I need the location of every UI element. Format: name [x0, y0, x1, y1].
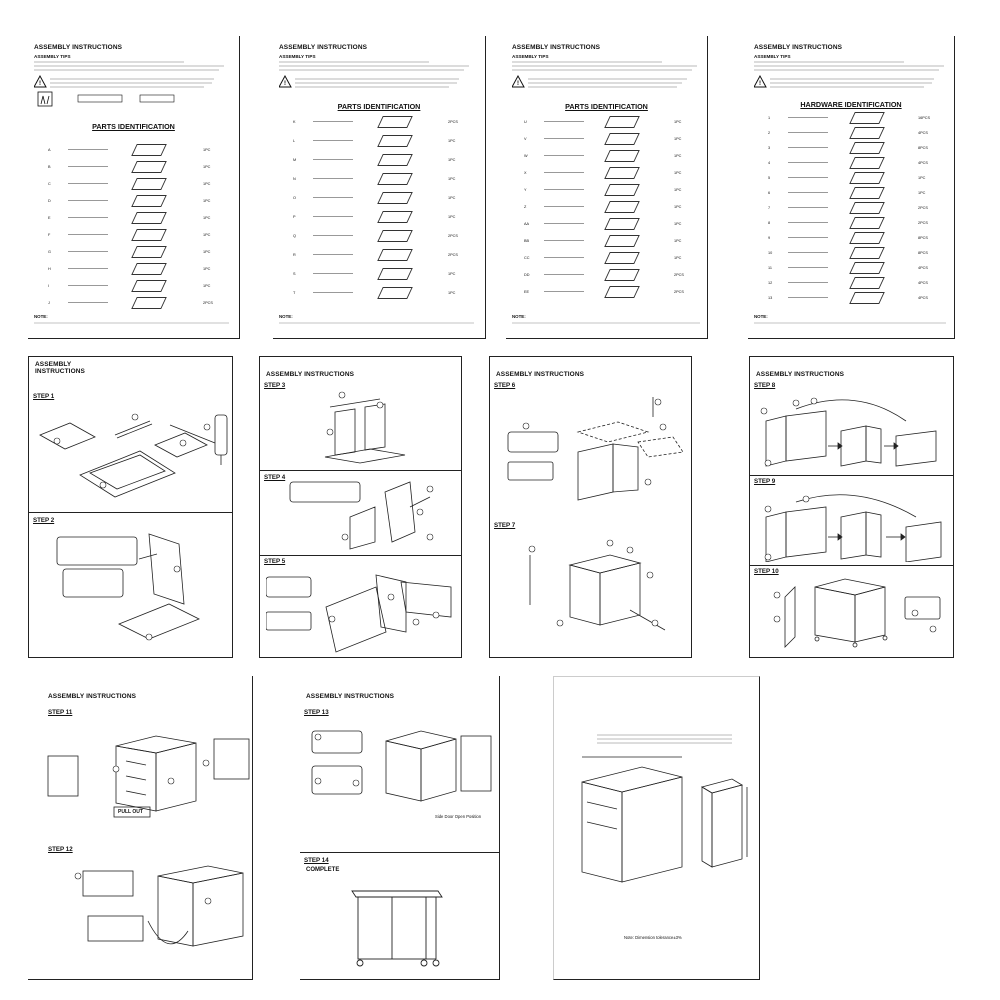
page-parts-3 [506, 36, 708, 339]
part-drawing [377, 230, 413, 242]
part-id: W [524, 154, 528, 158]
part-name-line [544, 291, 584, 295]
part-drawing [131, 195, 167, 207]
page-parts-1 [28, 36, 240, 339]
part-id: J [48, 301, 50, 305]
part-qty: 4PCS [918, 281, 928, 285]
note-label: NOTE: [754, 314, 768, 319]
page-dimensions [553, 676, 760, 980]
page-steps-6-7 [489, 356, 692, 658]
part-qty: 2PCS [448, 234, 458, 238]
page-steps-1-2 [28, 356, 233, 658]
parts-header: PARTS IDENTIFICATION [92, 122, 175, 131]
part-id: 8 [768, 221, 771, 225]
part-qty: 1PC [918, 191, 926, 195]
tips-title: ASSEMBLY TIPS [512, 54, 549, 59]
step-14-label: STEP 14 [304, 857, 329, 864]
step-4-drawing [280, 477, 460, 552]
svg-text:!: ! [39, 81, 41, 87]
step-1-drawing [35, 405, 230, 505]
part-drawing [849, 292, 885, 304]
part-id: N [293, 177, 296, 181]
part-drawing [604, 252, 640, 264]
page-steps-13-14 [300, 676, 500, 980]
part-qty: 1PC [674, 256, 682, 260]
step-10-drawing [765, 577, 950, 655]
part-qty: 8PCS [918, 251, 928, 255]
step-8-drawing [756, 391, 951, 471]
part-qty: 1PC [448, 158, 456, 162]
part-id: M [293, 158, 297, 162]
part-qty: 1PC [203, 182, 211, 186]
page-title: ASSEMBLY INSTRUCTIONS [34, 44, 123, 51]
dimension-drawing [562, 727, 757, 937]
part-drawing [849, 232, 885, 244]
step-1-label: STEP 1 [33, 393, 55, 400]
part-qty: 4PCS [918, 131, 928, 135]
part-drawing [377, 192, 413, 204]
divider [29, 512, 232, 513]
step-6-label: STEP 6 [494, 382, 516, 389]
part-id: 4 [768, 161, 771, 165]
part-drawing [604, 133, 640, 145]
part-name-line [788, 162, 828, 166]
part-qty: 1PC [674, 120, 682, 124]
part-id: 6 [768, 191, 771, 195]
part-qty: 2PCS [448, 120, 458, 124]
note-line [34, 321, 234, 325]
side-door-caption: Side Door Open Position [435, 814, 482, 819]
part-name-line [68, 166, 108, 170]
part-qty: 1PC [448, 215, 456, 219]
step-6-drawing [498, 392, 688, 502]
part-name-line [788, 132, 828, 136]
part-id: 3 [768, 146, 771, 150]
part-id: O [293, 196, 296, 200]
tips-title: ASSEMBLY TIPS [279, 54, 316, 59]
part-drawing [377, 116, 413, 128]
part-qty: 1PC [203, 233, 211, 237]
page-steps-3-5 [259, 356, 462, 658]
step-13-drawing [306, 721, 500, 816]
part-id: BB [524, 239, 530, 243]
part-drawing [849, 262, 885, 274]
page-parts-2 [273, 36, 486, 339]
part-drawing [131, 297, 167, 309]
part-id: P [293, 215, 296, 219]
tips-lines [279, 60, 479, 96]
page-title: ASSEMBLY INSTRUCTIONS [279, 44, 368, 51]
note-line [754, 321, 952, 325]
part-drawing [604, 286, 640, 298]
part-drawing [377, 287, 413, 299]
part-drawing [849, 172, 885, 184]
part-qty: 1PC [918, 176, 926, 180]
part-name-line [788, 237, 828, 241]
part-name-line [68, 217, 108, 221]
part-id: AA [524, 222, 530, 226]
part-qty: 1PC [448, 139, 456, 143]
part-drawing [377, 173, 413, 185]
part-id: 11 [768, 266, 772, 270]
part-id: 12 [768, 281, 773, 285]
step-11-drawing [46, 721, 251, 831]
hardware-header: HARDWARE IDENTIFICATION [800, 100, 902, 109]
part-qty: 2PCS [918, 221, 928, 225]
part-qty: 16PCS [918, 116, 931, 120]
part-qty: 1PC [203, 284, 211, 288]
part-id: DD [524, 273, 530, 277]
part-drawing [604, 235, 640, 247]
step-3-label: STEP 3 [264, 382, 286, 389]
part-qty: 1PC [203, 199, 211, 203]
part-qty: 1PC [203, 165, 211, 169]
step-9-drawing [756, 487, 951, 562]
part-name-line [544, 223, 584, 227]
part-drawing [131, 280, 167, 292]
part-name-line [788, 177, 828, 181]
note-label: NOTE: [512, 314, 526, 319]
part-qty: 1PC [674, 205, 682, 209]
part-drawing [604, 150, 640, 162]
part-qty: 1PC [674, 137, 682, 141]
pull-out-label: PULL OUT [118, 809, 143, 815]
part-id: 10 [768, 251, 773, 255]
part-name-line [788, 252, 828, 256]
part-name-line [544, 206, 584, 210]
part-name-line [788, 222, 828, 226]
part-name-line [313, 235, 353, 239]
part-name-line [788, 267, 828, 271]
part-name-line [68, 251, 108, 255]
part-drawing [131, 161, 167, 173]
part-id: F [48, 233, 51, 237]
part-qty: 2PCS [203, 301, 213, 305]
part-qty: 1PC [448, 196, 456, 200]
part-id: X [524, 171, 527, 175]
tips-lines [34, 60, 234, 108]
part-name-line [544, 240, 584, 244]
part-drawing [377, 249, 413, 261]
part-drawing [131, 212, 167, 224]
part-name-line [68, 302, 108, 306]
step-2-drawing [49, 529, 229, 649]
divider [300, 852, 499, 853]
part-name-line [68, 149, 108, 153]
page-title: ASSEMBLY INSTRUCTIONS [756, 371, 845, 378]
part-name-line [68, 234, 108, 238]
part-id: L [293, 139, 296, 143]
part-name-line [313, 140, 353, 144]
part-drawing [131, 178, 167, 190]
part-qty: 1PC [203, 250, 211, 254]
page-steps-11-12 [28, 676, 253, 980]
part-qty: 2PCS [918, 206, 928, 210]
part-drawing [849, 112, 885, 124]
step-7-label: STEP 7 [494, 522, 516, 529]
part-qty: 1PC [203, 216, 211, 220]
part-qty: 4PCS [918, 296, 928, 300]
part-drawing [604, 218, 640, 230]
part-name-line [313, 121, 353, 125]
step-12-label: STEP 12 [48, 846, 73, 853]
part-qty: 1PC [448, 177, 456, 181]
part-name-line [544, 189, 584, 193]
part-drawing [849, 157, 885, 169]
page-title: ASSEMBLY INSTRUCTIONS [48, 693, 137, 700]
step-5-label: STEP 5 [264, 558, 286, 565]
page-title: ASSEMBLY INSTRUCTIONS [512, 44, 601, 51]
parts-header: PARTS IDENTIFICATION [337, 102, 421, 111]
step-7-drawing [500, 535, 685, 650]
part-name-line [68, 183, 108, 187]
part-drawing [377, 211, 413, 223]
page-title: ASSEMBLY INSTRUCTIONS [496, 371, 585, 378]
svg-text:!: ! [759, 81, 761, 87]
part-id: K [293, 120, 296, 124]
step-8-label: STEP 8 [754, 382, 776, 389]
part-drawing [604, 201, 640, 213]
part-id: Q [293, 234, 296, 238]
part-id: R [293, 253, 296, 257]
part-id: CC [524, 256, 530, 260]
part-name-line [313, 216, 353, 220]
part-name-line [313, 159, 353, 163]
part-drawing [849, 202, 885, 214]
part-id: 1 [768, 116, 771, 120]
part-name-line [788, 192, 828, 196]
step-3-drawing [310, 387, 420, 467]
part-drawing [377, 154, 413, 166]
part-name-line [788, 297, 828, 301]
part-id: 7 [768, 206, 771, 210]
page-title: ASSEMBLY INSTRUCTIONS [266, 371, 355, 378]
svg-text:!: ! [517, 81, 519, 87]
part-name-line [544, 172, 584, 176]
part-qty: 1PC [674, 171, 682, 175]
part-id: T [293, 291, 296, 295]
part-id: Y [524, 188, 527, 192]
tips-lines [512, 60, 706, 96]
step-2-label: STEP 2 [33, 517, 55, 524]
part-name-line [544, 121, 584, 125]
part-name-line [788, 282, 828, 286]
part-qty: 2PCS [674, 290, 684, 294]
part-id: G [48, 250, 51, 254]
part-qty: 2PCS [448, 253, 458, 257]
part-id: H [48, 267, 51, 271]
part-drawing [604, 269, 640, 281]
part-id: U [524, 120, 527, 124]
step-5-drawing [266, 567, 461, 657]
page-steps-8-10 [749, 356, 954, 658]
part-drawing [604, 116, 640, 128]
page-title: ASSEMBLY INSTRUCTIONS [306, 693, 395, 700]
part-drawing [131, 263, 167, 275]
parts-header: PARTS IDENTIFICATION [565, 102, 648, 111]
divider [750, 565, 953, 566]
tips-title: ASSEMBLY TIPS [34, 54, 71, 59]
part-id: 2 [768, 131, 771, 135]
part-qty: 4PCS [918, 161, 928, 165]
note-line [279, 321, 479, 325]
part-drawing [849, 217, 885, 229]
part-drawing [604, 167, 640, 179]
part-drawing [377, 135, 413, 147]
page-title: ASSEMBLY INSTRUCTIONS [35, 361, 85, 375]
part-qty: 2PCS [674, 273, 684, 277]
part-name-line [313, 254, 353, 258]
part-qty: 1PC [674, 222, 682, 226]
part-drawing [131, 229, 167, 241]
part-id: D [48, 199, 51, 203]
part-qty: 1PC [448, 291, 456, 295]
part-drawing [604, 184, 640, 196]
part-name-line [544, 155, 584, 159]
page-hardware [748, 36, 955, 339]
page-title: ASSEMBLY INSTRUCTIONS [754, 44, 843, 51]
tips-lines [754, 60, 952, 96]
step-4-label: STEP 4 [264, 474, 286, 481]
part-id: C [48, 182, 51, 186]
part-qty: 8PCS [918, 236, 928, 240]
part-drawing [131, 144, 167, 156]
note-line [512, 321, 706, 325]
part-id: 13 [768, 296, 773, 300]
svg-text:!: ! [284, 81, 286, 87]
part-name-line [544, 257, 584, 261]
part-qty: 4PCS [918, 266, 928, 270]
part-id: S [293, 272, 296, 276]
part-drawing [849, 142, 885, 154]
part-id: I [48, 284, 50, 288]
dimension-note: Note: Dimension tolerance±3% [624, 935, 682, 940]
divider [260, 555, 461, 556]
step-9-label: STEP 9 [754, 478, 776, 485]
part-drawing [849, 277, 885, 289]
part-name-line [68, 200, 108, 204]
complete-cart-drawing [350, 881, 450, 971]
part-name-line [788, 117, 828, 121]
part-name-line [313, 292, 353, 296]
part-id: Z [524, 205, 527, 209]
part-qty: 8PCS [918, 146, 928, 150]
divider [750, 475, 953, 476]
divider [260, 470, 461, 471]
part-id: 5 [768, 176, 771, 180]
part-qty: 1PC [448, 272, 456, 276]
complete-label: COMPLETE [306, 867, 340, 873]
part-qty: 1PC [203, 148, 211, 152]
part-qty: 1PC [674, 239, 682, 243]
part-qty: 1PC [674, 154, 682, 158]
part-drawing [849, 247, 885, 259]
step-12-drawing [68, 861, 248, 971]
note-label: NOTE: [279, 314, 293, 319]
part-name-line [788, 207, 828, 211]
part-name-line [68, 268, 108, 272]
step-13-label: STEP 13 [304, 709, 329, 716]
part-name-line [68, 285, 108, 289]
part-qty: 1PC [674, 188, 682, 192]
part-name-line [544, 274, 584, 278]
step-11-label: STEP 11 [48, 709, 73, 716]
part-id: EE [524, 290, 530, 294]
part-id: V [524, 137, 527, 141]
part-id: A [48, 148, 51, 152]
part-id: E [48, 216, 51, 220]
part-id: 9 [768, 236, 771, 240]
part-drawing [849, 187, 885, 199]
tips-title: ASSEMBLY TIPS [754, 54, 791, 59]
note-label: NOTE: [34, 314, 48, 319]
part-name-line [788, 147, 828, 151]
part-drawing [131, 246, 167, 258]
part-name-line [313, 197, 353, 201]
part-id: B [48, 165, 51, 169]
part-qty: 1PC [203, 267, 211, 271]
part-name-line [313, 273, 353, 277]
part-drawing [849, 127, 885, 139]
step-10-label: STEP 10 [754, 568, 779, 575]
part-name-line [313, 178, 353, 182]
part-drawing [377, 268, 413, 280]
part-name-line [544, 138, 584, 142]
